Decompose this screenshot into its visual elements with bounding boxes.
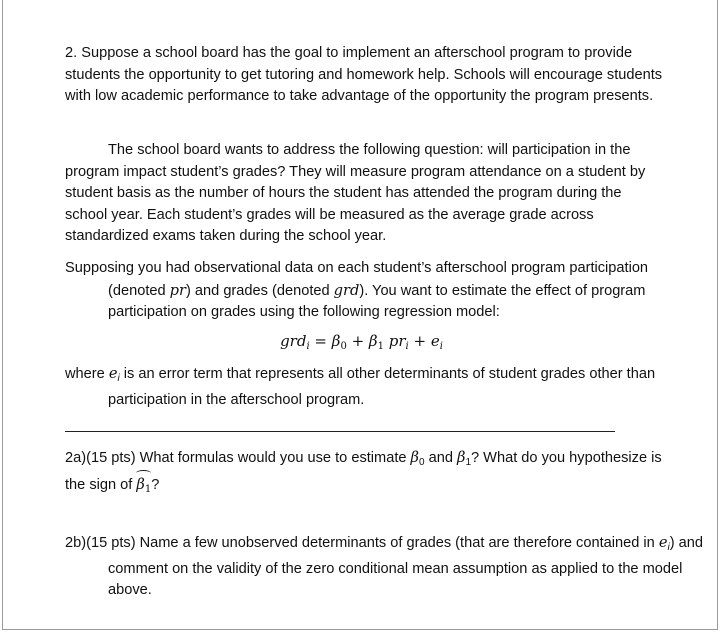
eq-sub-i-2: i [405, 341, 409, 352]
question-intro-text: 2. Suppose a school board has the goal to implement an afterschool program to provide students the opportunity to get tutoring and homework help. Schools will encourage students with low academic performance to take advantage of the opportunity the program presents. [65, 45, 663, 104]
eq-beta-1: β [368, 332, 378, 350]
p4-text-b: is an error term that represents all other determinants of student grades other than participation in the afterschool program. [108, 366, 656, 408]
part-2b-text-a: 2b)(15 pts) Name a few unobserved determinants of grades (that are therefore contained in [65, 535, 659, 551]
question-paragraph-2-text: The school board wants to address the following question: will participation in the program impact student’s grades? They will measure program attendance on a student by student basis as the number of hours the student has attended the program during the school year. Each student’s grades will be measured as the average grade across standardized exams taken during the school year. [65, 142, 646, 244]
part-2a-text-d: ? [151, 476, 160, 493]
beta-1-hat-sub: 1 [144, 483, 152, 495]
eq-e: e [430, 332, 440, 350]
eq-beta-0: β [331, 332, 341, 350]
eq-equals: = [309, 332, 332, 350]
beta-1-symbol: β [457, 449, 466, 466]
var-e-sub: i [117, 373, 120, 384]
eq-plus-1: + [346, 332, 369, 350]
eq-plus-2: + [408, 332, 431, 350]
question-intro [65, 43, 665, 108]
beta-0-sub: 0 [418, 457, 425, 468]
part-2a [65, 447, 665, 500]
p3-text-c: ). You want to estimate the effect of program participation on grades using the following regression model: [108, 282, 646, 320]
beta-1-sub: 1 [465, 457, 472, 468]
p3-text-a: Supposing you had observational data on each student’s afterschool program participation (denoted [65, 260, 649, 299]
beta-1-hat-symbol: β [136, 475, 145, 493]
part-2a-text-c: ? What do you hypothesize is the sign of [65, 450, 662, 493]
var-pr: pr [169, 281, 186, 299]
part-2a-text-a: 2a)(15 pts) What formulas would you use to estimate [65, 450, 411, 466]
part-2b-var-e: e [658, 534, 668, 551]
var-grd: grd [333, 281, 360, 299]
eq-sub-1: 1 [377, 341, 384, 352]
divider [65, 431, 615, 432]
question-paragraph-2 [65, 140, 665, 248]
p3-text-b: ) and grades (denoted [186, 282, 334, 299]
regression-equation [0, 332, 723, 352]
eq-sub-i-3: i [439, 341, 443, 352]
question-paragraph-4 [65, 363, 708, 411]
eq-grd: grd [280, 332, 307, 350]
eq-sub-i-1: i [306, 341, 310, 352]
part-2b-var-e-sub: i [667, 542, 670, 553]
eq-sub-0: 0 [340, 341, 347, 352]
var-e: e [108, 365, 118, 382]
beta-1-hat [136, 474, 151, 501]
part-2a-text-b: and [424, 450, 458, 466]
eq-pr: pr [383, 332, 406, 350]
question-paragraph-3 [65, 258, 708, 324]
beta-0-symbol: β [410, 449, 419, 466]
part-2b-text-b: ) and comment on the validity of the zero conditional mean assumption as applied to the model above. [108, 535, 703, 598]
part-2b [65, 532, 708, 602]
p4-text-a: where [65, 366, 109, 382]
